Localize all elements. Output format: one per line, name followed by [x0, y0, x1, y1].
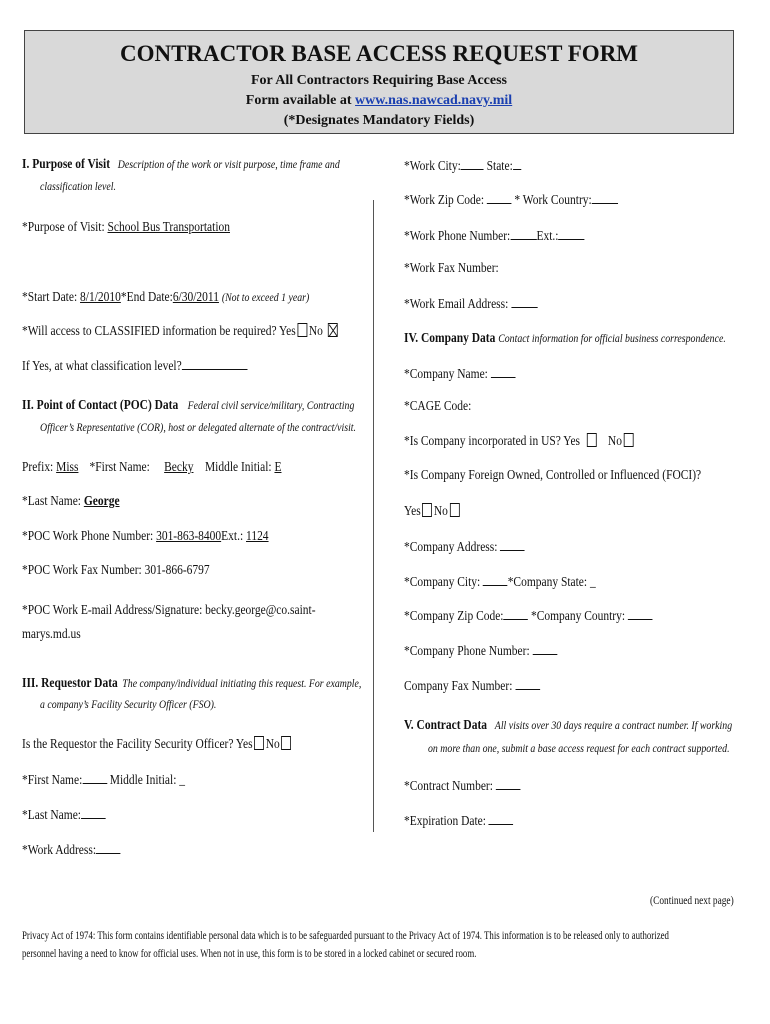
work-ext-input[interactable]	[558, 227, 584, 240]
incorporated-no-checkbox[interactable]	[624, 433, 634, 447]
header-line-2-prefix: Form available at	[245, 93, 356, 108]
fso-question-row	[22, 736, 293, 753]
section-2-description: Federal civil service/military, Contracting	[187, 398, 355, 412]
poc-email-row[interactable]: *POC Work E-mail Address/Signature: becky.george@co.saint-	[22, 603, 316, 618]
classification-level-row	[22, 357, 247, 375]
company-zip-input[interactable]	[503, 607, 528, 620]
fso-no-checkbox[interactable]	[281, 736, 291, 750]
continued-note: (Continued next page)	[650, 893, 734, 907]
duration-note: (Not to exceed 1 year)	[221, 290, 310, 304]
expiration-date-row	[404, 812, 513, 830]
company-name-row	[404, 365, 515, 383]
company-city-input[interactable]	[483, 573, 508, 586]
work-zip-row	[404, 191, 618, 209]
work-city-label: *Work City:	[404, 159, 461, 174]
company-country-label: *Company Country:	[528, 609, 628, 624]
company-address-row	[404, 538, 525, 556]
purpose-value: School Bus Transportation	[107, 220, 230, 235]
section-3-heading-row	[22, 676, 361, 692]
requestor-last-name-label: *Last Name:	[22, 808, 81, 823]
company-phone-input[interactable]	[533, 642, 558, 655]
work-address-row	[22, 841, 121, 859]
company-state-label: *Company State: _	[507, 575, 596, 590]
classified-question-row	[22, 323, 339, 340]
classification-level-input[interactable]	[182, 357, 248, 370]
foci-question: *Is Company Foreign Owned, Controlled or Influenced (FOCI)?	[404, 468, 702, 483]
section-1-description-cont: classification level.	[40, 179, 116, 193]
work-zip-input[interactable]	[487, 191, 512, 204]
purpose-label: *Purpose of Visit:	[22, 220, 108, 235]
company-fax-input[interactable]	[515, 677, 540, 690]
foci-answer-row	[404, 503, 461, 520]
company-phone-label: *Company Phone Number:	[404, 644, 533, 659]
work-ext-label: Ext.:	[536, 229, 559, 244]
work-country-label: * Work Country:	[511, 193, 592, 208]
last-name-value[interactable]: George	[83, 494, 120, 509]
incorporated-question-row	[404, 433, 635, 450]
foci-yes-checkbox[interactable]	[422, 503, 432, 517]
poc-last-name-row	[22, 494, 120, 510]
work-fax-row[interactable]	[404, 261, 499, 277]
header-line-1: For All Contractors Requiring Base Access	[251, 73, 507, 88]
company-zip-label: *Company Zip Code:	[404, 609, 504, 624]
poc-ext-label: Ext.:	[221, 529, 247, 544]
section-2-heading-row	[22, 398, 354, 414]
incorporated-yes-checkbox[interactable]	[587, 433, 597, 447]
classification-level-label: If Yes, at what classification level?	[22, 359, 182, 374]
contract-number-label: *Contract Number:	[404, 779, 496, 794]
contract-number-row	[404, 777, 520, 795]
requestor-name-row	[22, 771, 185, 789]
section-1-description: Description of the work or visit purpose, time frame and	[117, 157, 340, 171]
company-country-input[interactable]	[628, 607, 653, 620]
privacy-act-line-2: personnel having a need to know for official uses. When not in use, this form is to be stored in a locked cabinet or secured room.	[22, 946, 477, 960]
requestor-middle-initial-label: Middle Initial: _	[106, 773, 185, 788]
mandatory-note: (*Designates Mandatory Fields)	[283, 113, 475, 128]
poc-email-row-cont: marys.md.us	[22, 627, 81, 642]
section-5-description: All visits over 30 days require a contract number. If working	[494, 718, 733, 732]
expiration-date-label: *Expiration Date:	[404, 814, 489, 829]
company-fax-row	[404, 677, 540, 695]
fso-yes-checkbox[interactable]	[254, 736, 264, 750]
section-4-heading: IV. Company Data	[404, 331, 496, 346]
fso-question: Is the Requestor the Facility Security Officer? Yes	[22, 737, 253, 752]
poc-fax-row[interactable]: *POC Work Fax Number: 301-866-6797	[22, 563, 210, 578]
work-fax-label: *Work Fax Number:	[404, 261, 499, 276]
section-2-heading: II. Point of Contact (POC) Data	[22, 398, 179, 413]
expiration-date-input[interactable]	[489, 812, 514, 825]
section-1-heading-row	[22, 157, 340, 173]
work-email-row	[404, 295, 537, 313]
foci-no-checkbox[interactable]	[450, 503, 460, 517]
form-title: CONTRACTOR BASE ACCESS REQUEST FORM	[119, 41, 639, 66]
company-name-label: *Company Name:	[404, 367, 491, 382]
work-zip-label: *Work Zip Code:	[404, 193, 487, 208]
work-email-label: *Work Email Address:	[404, 297, 512, 312]
section-5-heading-row	[404, 718, 732, 734]
work-address-input[interactable]	[96, 841, 121, 854]
classified-no-checkbox[interactable]	[328, 323, 338, 337]
requestor-first-name-input[interactable]	[82, 771, 107, 784]
requestor-last-name-input[interactable]	[81, 806, 106, 819]
company-city-row	[404, 573, 596, 591]
company-zip-row	[404, 607, 653, 625]
poc-name-row	[22, 460, 281, 476]
purpose-of-visit-field[interactable]	[22, 220, 230, 236]
requestor-first-name-label: *First Name:	[22, 773, 83, 788]
company-fax-label: Company Fax Number:	[404, 679, 516, 694]
work-phone-label: *Work Phone Number:	[404, 229, 511, 244]
company-city-label: *Company City:	[404, 575, 484, 590]
form-header	[24, 30, 734, 134]
poc-phone-value[interactable]: 301-863-8400	[156, 529, 222, 544]
work-address-label: *Work Address:	[22, 843, 97, 858]
work-state-input[interactable]	[513, 157, 521, 170]
work-country-input[interactable]	[592, 191, 618, 204]
company-address-input[interactable]	[500, 538, 525, 551]
start-date-value[interactable]: 8/1/2010	[80, 290, 121, 305]
first-name-label: *First Name:	[89, 460, 153, 475]
end-date-label: *End Date:	[120, 290, 173, 305]
section-3-description: The company/individual initiating this request. For example,	[122, 676, 362, 690]
company-address-label: *Company Address:	[404, 540, 501, 555]
classified-no-label: No	[308, 324, 323, 339]
first-name-value[interactable]: Becky	[164, 460, 194, 475]
foci-no-label: No	[433, 504, 448, 519]
prefix-value[interactable]: Miss	[56, 460, 79, 475]
prefix-label: Prefix:	[22, 460, 57, 475]
requestor-last-name-row	[22, 806, 106, 824]
header-line-2	[25, 93, 733, 109]
fso-no-label: No	[265, 737, 280, 752]
contract-number-input[interactable]	[496, 777, 521, 790]
start-date-label: *Start Date:	[22, 290, 81, 305]
cage-code-row[interactable]	[404, 399, 471, 415]
end-date-value[interactable]: 6/30/2011	[172, 290, 219, 305]
section-4-heading-row	[404, 331, 726, 347]
section-2-description-cont: Officer’s Representative (COR), host or delegated alternate of the contract/visit.	[40, 420, 357, 434]
section-5-description-cont: on more than one, submit a base access request for each contract supported.	[428, 741, 730, 755]
poc-ext-value[interactable]: 1124	[246, 529, 269, 544]
work-phone-row	[404, 227, 585, 245]
poc-phone-label: *POC Work Phone Number:	[22, 529, 157, 544]
middle-initial-label: Middle Initial:	[204, 460, 275, 475]
work-email-input[interactable]	[511, 295, 537, 308]
classified-question: *Will access to CLASSIFIED information be required? Yes	[22, 324, 296, 339]
poc-phone-row	[22, 529, 269, 545]
work-city-input[interactable]	[461, 157, 484, 170]
company-name-input[interactable]	[491, 365, 516, 378]
section-4-description: Contact information for official business correspondence.	[498, 331, 726, 345]
foci-yes-label: Yes	[404, 504, 421, 519]
middle-initial-value[interactable]: E	[274, 460, 282, 475]
work-city-row	[404, 157, 521, 175]
visit-dates-row	[22, 290, 309, 306]
last-name-label: *Last Name:	[22, 494, 84, 509]
company-phone-row	[404, 642, 557, 660]
section-3-description-cont: a company’s Facility Security Officer (FSO).	[40, 697, 217, 711]
section-3-heading: III. Requestor Data	[22, 676, 118, 691]
work-phone-input[interactable]	[510, 227, 536, 240]
section-5-heading: V. Contract Data	[404, 718, 488, 733]
classified-yes-checkbox[interactable]	[297, 323, 307, 337]
incorporated-no-label: No	[607, 434, 622, 449]
form-website-link[interactable]: www.nas.nawcad.navy.mil	[355, 93, 513, 108]
cage-code-label: *CAGE Code:	[404, 399, 472, 414]
privacy-act-line-1: Privacy Act of 1974: This form contains identifiable personal data which is to be safeguarded pursuant to the Privacy Act of 1974. This information is to be released only to authorized	[22, 928, 669, 942]
work-state-label: State:	[483, 159, 513, 174]
incorporated-question: *Is Company incorporated in US? Yes	[404, 434, 581, 449]
column-divider	[373, 200, 374, 832]
section-1-heading: I. Purpose of Visit	[22, 157, 111, 172]
